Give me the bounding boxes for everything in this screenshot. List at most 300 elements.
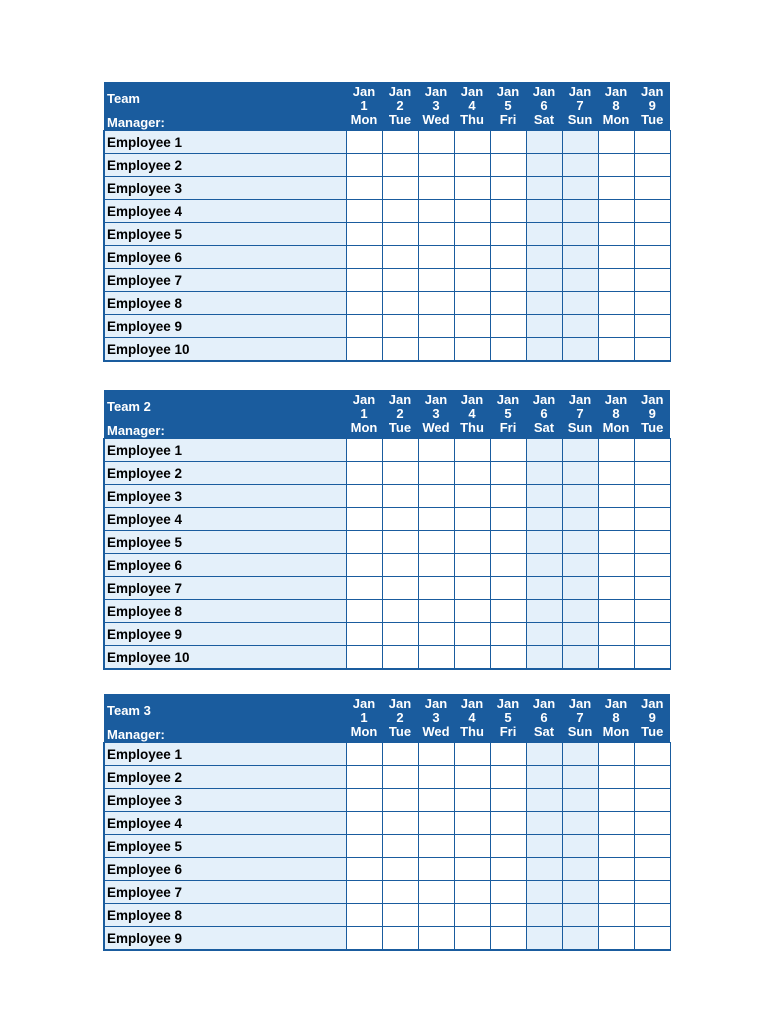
schedule-cell[interactable] — [526, 462, 562, 485]
day-number: 3 — [432, 710, 440, 725]
schedule-cell[interactable] — [454, 269, 490, 292]
employee-row — [104, 154, 670, 177]
schedule-cell[interactable] — [346, 200, 382, 223]
schedule-cell[interactable] — [634, 338, 670, 362]
team-title: Team 3 — [107, 703, 151, 718]
schedule-cell[interactable] — [490, 223, 526, 246]
schedule-cell[interactable] — [382, 554, 418, 577]
schedule-cell[interactable] — [382, 131, 418, 154]
schedule-cell[interactable] — [418, 246, 454, 269]
schedule-cell[interactable] — [454, 646, 490, 670]
schedule-cell[interactable] — [562, 766, 598, 789]
schedule-cell[interactable] — [454, 177, 490, 200]
schedule-cell[interactable] — [562, 835, 598, 858]
schedule-cell[interactable] — [526, 508, 562, 531]
schedule-cell[interactable] — [490, 600, 526, 623]
schedule-cell[interactable] — [346, 246, 382, 269]
schedule-cell[interactable] — [490, 577, 526, 600]
schedule-cell[interactable] — [346, 904, 382, 927]
schedule-cell[interactable] — [382, 315, 418, 338]
schedule-cell[interactable] — [382, 927, 418, 951]
schedule-cell[interactable] — [346, 292, 382, 315]
schedule-cell[interactable] — [382, 766, 418, 789]
schedule-cell[interactable] — [490, 439, 526, 462]
schedule-cell[interactable] — [562, 904, 598, 927]
schedule-cell[interactable] — [598, 766, 634, 789]
employee-row — [104, 508, 670, 531]
schedule-cell[interactable] — [562, 223, 598, 246]
schedule-cell[interactable] — [490, 462, 526, 485]
schedule-cell[interactable] — [598, 246, 634, 269]
schedule-cell[interactable] — [454, 766, 490, 789]
schedule-cell[interactable] — [634, 292, 670, 315]
schedule-cell[interactable] — [598, 269, 634, 292]
day-number: 2 — [396, 406, 404, 421]
schedule-cell[interactable] — [562, 439, 598, 462]
schedule-cell[interactable] — [454, 338, 490, 362]
schedule-cell[interactable] — [526, 858, 562, 881]
schedule-cell[interactable] — [634, 154, 670, 177]
schedule-cell[interactable] — [490, 338, 526, 362]
schedule-cell[interactable] — [562, 131, 598, 154]
day-number: 5 — [504, 710, 512, 725]
day-number: 2 — [396, 98, 404, 113]
schedule-cell[interactable] — [562, 646, 598, 670]
schedule-cell[interactable] — [490, 858, 526, 881]
day-weekday: Tue — [388, 112, 412, 127]
schedule-cell[interactable] — [418, 131, 454, 154]
schedule-cell[interactable] — [418, 154, 454, 177]
schedule-cell[interactable] — [562, 485, 598, 508]
schedule-cell[interactable] — [562, 927, 598, 951]
schedule-cell[interactable] — [382, 338, 418, 362]
employee-name: Employee 6 — [104, 554, 346, 577]
schedule-cell[interactable] — [562, 154, 598, 177]
schedule-cell[interactable] — [634, 812, 670, 835]
day-header — [562, 82, 598, 131]
team-title: Team 2 — [107, 399, 151, 414]
schedule-cell[interactable] — [562, 743, 598, 766]
schedule-cell[interactable] — [382, 623, 418, 646]
schedule-cell[interactable] — [418, 200, 454, 223]
schedule-cell[interactable] — [382, 439, 418, 462]
schedule-cell[interactable] — [634, 223, 670, 246]
schedule-cell[interactable] — [634, 577, 670, 600]
schedule-cell[interactable] — [346, 743, 382, 766]
schedule-cell[interactable] — [418, 835, 454, 858]
schedule-cell[interactable] — [418, 439, 454, 462]
schedule-cell[interactable] — [346, 858, 382, 881]
schedule-cell[interactable] — [634, 177, 670, 200]
schedule-cell[interactable] — [526, 223, 562, 246]
schedule-cell[interactable] — [454, 743, 490, 766]
schedule-cell[interactable] — [346, 315, 382, 338]
schedule-cell[interactable] — [562, 554, 598, 577]
schedule-cell[interactable] — [454, 154, 490, 177]
schedule-cell[interactable] — [490, 904, 526, 927]
schedule-cell[interactable] — [418, 462, 454, 485]
schedule-cell[interactable] — [418, 269, 454, 292]
schedule-cell[interactable] — [598, 508, 634, 531]
schedule-cell[interactable] — [418, 904, 454, 927]
schedule-cell[interactable] — [526, 927, 562, 951]
day-header — [634, 82, 670, 131]
schedule-cell[interactable] — [382, 462, 418, 485]
schedule-cell[interactable] — [562, 531, 598, 554]
schedule-cell[interactable] — [598, 315, 634, 338]
schedule-cell[interactable] — [562, 623, 598, 646]
schedule-cell[interactable] — [418, 623, 454, 646]
schedule-cell[interactable] — [346, 531, 382, 554]
day-month: Jan — [532, 696, 556, 711]
schedule-cell[interactable] — [346, 154, 382, 177]
schedule-cell[interactable] — [346, 646, 382, 670]
schedule-cell[interactable] — [454, 927, 490, 951]
schedule-cell[interactable] — [562, 200, 598, 223]
schedule-cell[interactable] — [382, 646, 418, 670]
schedule-cell[interactable] — [490, 646, 526, 670]
schedule-cell[interactable] — [634, 881, 670, 904]
schedule-cell[interactable] — [454, 623, 490, 646]
schedule-cell[interactable] — [382, 246, 418, 269]
schedule-cell[interactable] — [418, 485, 454, 508]
schedule-cell[interactable] — [454, 789, 490, 812]
schedule-cell[interactable] — [418, 858, 454, 881]
schedule-cell[interactable] — [562, 177, 598, 200]
schedule-cell[interactable] — [454, 812, 490, 835]
schedule-cell[interactable] — [490, 177, 526, 200]
schedule-cell[interactable] — [418, 223, 454, 246]
schedule-cell[interactable] — [562, 315, 598, 338]
schedule-cell[interactable] — [382, 154, 418, 177]
schedule-cell[interactable] — [634, 531, 670, 554]
schedule-cell[interactable] — [526, 881, 562, 904]
schedule-cell[interactable] — [346, 789, 382, 812]
schedule-cell[interactable] — [382, 881, 418, 904]
employee-name: Employee 7 — [104, 269, 346, 292]
schedule-cell[interactable] — [526, 766, 562, 789]
schedule-cell[interactable] — [526, 835, 562, 858]
schedule-cell[interactable] — [490, 131, 526, 154]
schedule-cell[interactable] — [634, 835, 670, 858]
schedule-cell[interactable] — [634, 246, 670, 269]
schedule-cell[interactable] — [346, 600, 382, 623]
day-weekday: Mon — [350, 112, 378, 127]
schedule-cell[interactable] — [634, 485, 670, 508]
schedule-cell[interactable] — [382, 858, 418, 881]
schedule-cell[interactable] — [562, 858, 598, 881]
schedule-cell[interactable] — [418, 646, 454, 670]
schedule-cell[interactable] — [346, 927, 382, 951]
schedule-cell[interactable] — [382, 577, 418, 600]
schedule-cell[interactable] — [598, 439, 634, 462]
schedule-cell[interactable] — [526, 439, 562, 462]
schedule-cell[interactable] — [598, 292, 634, 315]
schedule-cell[interactable] — [634, 623, 670, 646]
employee-name: Employee 5 — [104, 531, 346, 554]
day-header — [598, 82, 634, 131]
schedule-cell[interactable] — [346, 485, 382, 508]
schedule-cell[interactable] — [526, 812, 562, 835]
schedule-cell[interactable] — [598, 858, 634, 881]
schedule-cell[interactable] — [526, 131, 562, 154]
schedule-cell[interactable] — [418, 600, 454, 623]
schedule-cell[interactable] — [634, 646, 670, 670]
schedule-cell[interactable] — [598, 577, 634, 600]
schedule-cell[interactable] — [562, 508, 598, 531]
schedule-cell[interactable] — [634, 554, 670, 577]
schedule-cell[interactable] — [598, 338, 634, 362]
employee-name: Employee 6 — [104, 858, 346, 881]
schedule-cell[interactable] — [418, 789, 454, 812]
schedule-cell[interactable] — [346, 177, 382, 200]
schedule-cell[interactable] — [598, 200, 634, 223]
schedule-cell[interactable] — [526, 623, 562, 646]
schedule-cell[interactable] — [634, 315, 670, 338]
schedule-cell[interactable] — [598, 177, 634, 200]
schedule-cell[interactable] — [526, 554, 562, 577]
schedule-cell[interactable] — [634, 131, 670, 154]
schedule-cell[interactable] — [490, 623, 526, 646]
day-month: Jan — [460, 696, 484, 711]
schedule-cell[interactable] — [526, 789, 562, 812]
schedule-cell[interactable] — [454, 439, 490, 462]
schedule-cell[interactable] — [634, 200, 670, 223]
employee-row — [104, 315, 670, 338]
schedule-cell[interactable] — [454, 904, 490, 927]
employee-row — [104, 812, 670, 835]
schedule-cell[interactable] — [526, 177, 562, 200]
day-month: Jan — [496, 392, 520, 407]
schedule-cell[interactable] — [490, 154, 526, 177]
schedule-cell[interactable] — [418, 812, 454, 835]
schedule-cell[interactable] — [490, 766, 526, 789]
day-month: Jan — [641, 696, 664, 711]
schedule-cell[interactable] — [634, 600, 670, 623]
schedule-cell[interactable] — [598, 812, 634, 835]
schedule-cell[interactable] — [490, 554, 526, 577]
employee-name: Employee 10 — [104, 646, 346, 670]
schedule-cell[interactable] — [562, 881, 598, 904]
employee-name: Employee 4 — [104, 200, 346, 223]
schedule-cell[interactable] — [382, 485, 418, 508]
schedule-cell[interactable] — [382, 743, 418, 766]
schedule-cell[interactable] — [490, 927, 526, 951]
schedule-cell[interactable] — [346, 554, 382, 577]
schedule-cell[interactable] — [526, 292, 562, 315]
schedule-cell[interactable] — [598, 223, 634, 246]
schedule-cell[interactable] — [562, 577, 598, 600]
schedule-cell[interactable] — [598, 154, 634, 177]
schedule-cell[interactable] — [526, 315, 562, 338]
schedule-cell[interactable] — [526, 904, 562, 927]
schedule-cell[interactable] — [562, 789, 598, 812]
schedule-cell[interactable] — [526, 577, 562, 600]
schedule-cell[interactable] — [382, 200, 418, 223]
schedule-cell[interactable] — [346, 223, 382, 246]
schedule-cell[interactable] — [490, 789, 526, 812]
schedule-cell[interactable] — [598, 743, 634, 766]
schedule-cell[interactable] — [562, 338, 598, 362]
day-number: 7 — [576, 98, 584, 113]
schedule-cell[interactable] — [526, 600, 562, 623]
schedule-cell[interactable] — [490, 315, 526, 338]
schedule-cell[interactable] — [634, 858, 670, 881]
schedule-cell[interactable] — [634, 269, 670, 292]
schedule-cell[interactable] — [454, 600, 490, 623]
schedule-cell[interactable] — [634, 789, 670, 812]
schedule-cell[interactable] — [490, 200, 526, 223]
day-header — [418, 82, 454, 131]
schedule-cell[interactable] — [418, 338, 454, 362]
schedule-cell[interactable] — [562, 462, 598, 485]
schedule-cell[interactable] — [490, 812, 526, 835]
schedule-cell[interactable] — [634, 743, 670, 766]
day-number: 3 — [432, 406, 440, 421]
schedule-cell[interactable] — [418, 315, 454, 338]
schedule-cell[interactable] — [598, 462, 634, 485]
day-header — [526, 694, 562, 743]
schedule-cell[interactable] — [418, 577, 454, 600]
employee-row — [104, 858, 670, 881]
schedule-cell[interactable] — [454, 292, 490, 315]
schedule-cell[interactable] — [598, 835, 634, 858]
day-weekday: Tue — [388, 420, 412, 435]
schedule-cell[interactable] — [634, 766, 670, 789]
schedule-cell[interactable] — [454, 131, 490, 154]
day-month: Jan — [352, 84, 376, 99]
schedule-cell[interactable] — [454, 462, 490, 485]
schedule-cell[interactable] — [562, 812, 598, 835]
schedule-cell[interactable] — [418, 531, 454, 554]
schedule-cell[interactable] — [418, 292, 454, 315]
schedule-cell[interactable] — [454, 835, 490, 858]
schedule-cell[interactable] — [382, 600, 418, 623]
schedule-cell[interactable] — [490, 269, 526, 292]
schedule-cell[interactable] — [382, 508, 418, 531]
schedule-cell[interactable] — [382, 835, 418, 858]
schedule-cell[interactable] — [634, 439, 670, 462]
schedule-cell[interactable] — [454, 200, 490, 223]
schedule-cell[interactable] — [490, 485, 526, 508]
schedule-cell[interactable] — [598, 485, 634, 508]
schedule-cell[interactable] — [526, 646, 562, 670]
schedule-cell[interactable] — [562, 246, 598, 269]
schedule-cell[interactable] — [526, 338, 562, 362]
schedule-cell[interactable] — [382, 292, 418, 315]
schedule-cell[interactable] — [526, 154, 562, 177]
schedule-cell[interactable] — [490, 881, 526, 904]
schedule-cell[interactable] — [382, 269, 418, 292]
schedule-cell[interactable] — [346, 269, 382, 292]
schedule-cell[interactable] — [454, 531, 490, 554]
schedule-cell[interactable] — [454, 508, 490, 531]
schedule-cell[interactable] — [454, 858, 490, 881]
schedule-cell[interactable] — [598, 623, 634, 646]
schedule-cell[interactable] — [526, 269, 562, 292]
schedule-cell[interactable] — [346, 131, 382, 154]
schedule-cell[interactable] — [346, 766, 382, 789]
schedule-cell[interactable] — [490, 743, 526, 766]
schedule-cell[interactable] — [382, 531, 418, 554]
schedule-cell[interactable] — [454, 485, 490, 508]
schedule-cell[interactable] — [382, 223, 418, 246]
schedule-cell[interactable] — [562, 269, 598, 292]
schedule-cell[interactable] — [598, 131, 634, 154]
schedule-cell[interactable] — [418, 766, 454, 789]
schedule-cell[interactable] — [598, 904, 634, 927]
schedule-cell[interactable] — [490, 246, 526, 269]
schedule-cell[interactable] — [598, 554, 634, 577]
day-weekday: Mon — [350, 420, 378, 435]
schedule-cell[interactable] — [346, 812, 382, 835]
schedule-cell[interactable] — [418, 508, 454, 531]
schedule-cell[interactable] — [526, 200, 562, 223]
employee-row — [104, 927, 670, 951]
schedule-cell[interactable] — [346, 835, 382, 858]
schedule-cell[interactable] — [346, 577, 382, 600]
schedule-cell[interactable] — [454, 246, 490, 269]
schedule-cell[interactable] — [598, 927, 634, 951]
schedule-cell[interactable] — [526, 485, 562, 508]
schedule-cell[interactable] — [598, 646, 634, 670]
schedule-cell[interactable] — [346, 439, 382, 462]
schedule-cell[interactable] — [418, 554, 454, 577]
schedule-cell[interactable] — [598, 881, 634, 904]
schedule-cell[interactable] — [382, 904, 418, 927]
schedule-cell[interactable] — [490, 508, 526, 531]
schedule-cell[interactable] — [490, 835, 526, 858]
employee-name: Employee 4 — [104, 812, 346, 835]
schedule-cell[interactable] — [634, 927, 670, 951]
schedule-cell[interactable] — [346, 462, 382, 485]
schedule-cell[interactable] — [634, 904, 670, 927]
schedule-cell[interactable] — [346, 881, 382, 904]
schedule-cell[interactable] — [382, 177, 418, 200]
schedule-cell[interactable] — [490, 292, 526, 315]
schedule-cell[interactable] — [454, 881, 490, 904]
schedule-cell[interactable] — [454, 577, 490, 600]
schedule-cell[interactable] — [346, 508, 382, 531]
schedule-cell[interactable] — [418, 881, 454, 904]
schedule-cell[interactable] — [418, 177, 454, 200]
schedule-cell[interactable] — [598, 531, 634, 554]
schedule-cell[interactable] — [418, 743, 454, 766]
schedule-cell[interactable] — [634, 462, 670, 485]
schedule-cell[interactable] — [382, 812, 418, 835]
schedule-cell[interactable] — [634, 508, 670, 531]
schedule-cell[interactable] — [418, 927, 454, 951]
schedule-cell[interactable] — [454, 223, 490, 246]
schedule-cell[interactable] — [382, 789, 418, 812]
day-month: Jan — [532, 392, 556, 407]
schedule-cell[interactable] — [526, 246, 562, 269]
schedule-cell[interactable] — [454, 315, 490, 338]
schedule-cell[interactable] — [562, 292, 598, 315]
schedule-cell[interactable] — [526, 743, 562, 766]
schedule-cell[interactable] — [346, 623, 382, 646]
schedule-cell[interactable] — [598, 600, 634, 623]
employee-name: Employee 9 — [104, 927, 346, 951]
day-number: 5 — [504, 406, 512, 421]
schedule-cell[interactable] — [490, 531, 526, 554]
day-weekday: Sat — [533, 724, 555, 739]
schedule-cell[interactable] — [346, 338, 382, 362]
schedule-cell[interactable] — [562, 600, 598, 623]
schedule-cell[interactable] — [598, 789, 634, 812]
schedule-cell[interactable] — [454, 554, 490, 577]
schedule-cell[interactable] — [526, 531, 562, 554]
